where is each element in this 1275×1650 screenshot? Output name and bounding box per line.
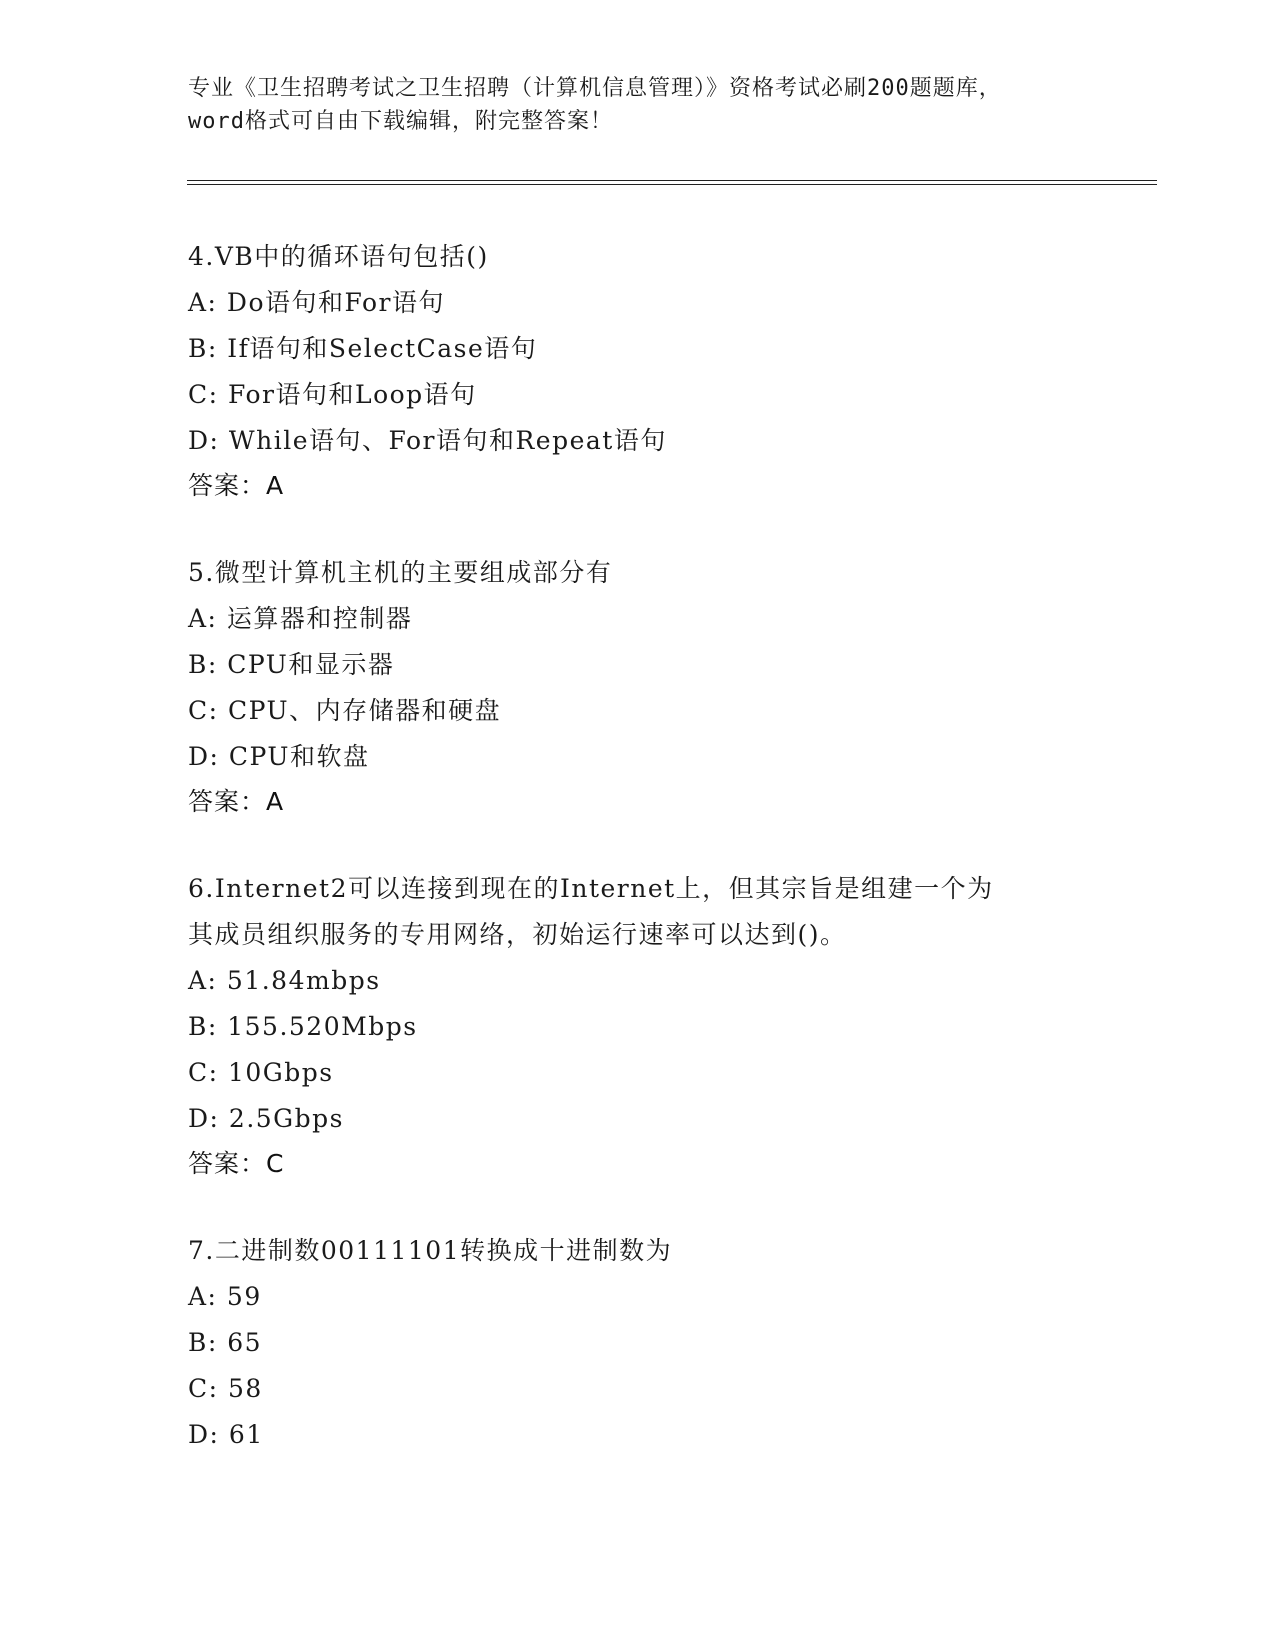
option-c: C: For语句和Loop语句 xyxy=(188,380,477,409)
option-d: D: While语句、For语句和Repeat语句 xyxy=(188,426,667,455)
option-d: D: CPU和软盘 xyxy=(188,742,370,771)
question-4 xyxy=(188,234,1108,508)
question-list xyxy=(188,234,1108,1500)
question-7 xyxy=(188,1228,1108,1458)
option-d: D: 2.5Gbps xyxy=(188,1104,344,1133)
option-c: C: 10Gbps xyxy=(188,1058,334,1087)
header-line-1: 专业《卫生招聘考试之卫生招聘（计算机信息管理）》资格考试必刷200题题库， xyxy=(188,76,1002,101)
option-a: A: Do语句和For语句 xyxy=(188,288,446,317)
option-b: B: 65 xyxy=(188,1328,263,1357)
option-b: B: 155.520Mbps xyxy=(188,1012,418,1041)
option-c: C: CPU、内存储器和硬盘 xyxy=(188,696,502,725)
option-c: C: 58 xyxy=(188,1374,263,1403)
question-stem: 4.VB中的循环语句包括() xyxy=(188,242,489,271)
question-stem: 6.Internet2可以连接到现在的Internet上，但其宗旨是组建一个为 xyxy=(188,874,994,903)
question-5 xyxy=(188,550,1108,824)
header-line-2: word格式可自由下载编辑，附完整答案！ xyxy=(188,109,613,134)
question-6 xyxy=(188,866,1108,1186)
answer-label: 答案：C xyxy=(188,1149,285,1178)
question-stem: 5.微型计算机主机的主要组成部分有 xyxy=(188,558,613,587)
header-divider-top xyxy=(187,180,1157,181)
option-b: B: If语句和SelectCase语句 xyxy=(188,334,538,363)
question-stem: 7.二进制数00111101转换成十进制数为 xyxy=(188,1236,673,1265)
option-d: D: 61 xyxy=(188,1420,264,1449)
question-stem-continued: 其成员组织服务的专用网络，初始运行速率可以达到()。 xyxy=(188,920,847,949)
answer-label: 答案：A xyxy=(188,471,285,500)
option-a: A: 运算器和控制器 xyxy=(188,604,413,633)
option-a: A: 51.84mbps xyxy=(188,966,381,995)
option-a: A: 59 xyxy=(188,1282,262,1311)
answer-label: 答案：A xyxy=(188,787,285,816)
option-b: B: CPU和显示器 xyxy=(188,650,395,679)
header-divider-bottom xyxy=(187,184,1157,185)
document-header xyxy=(188,72,1088,138)
